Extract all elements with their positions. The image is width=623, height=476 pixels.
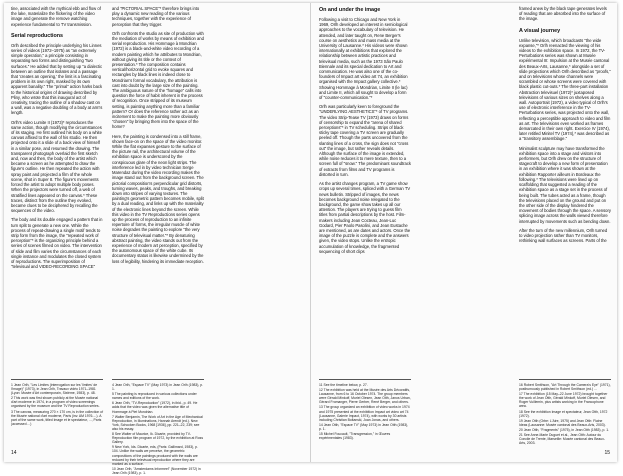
- footnote: 20 Jean Otth, "Fragments" (1975), in Jean Otth (1983), p. 1.: [519, 427, 610, 432]
- left-footnotes-1: [11, 383, 103, 427]
- right-column-2: [519, 6, 611, 247]
- footnote-rule: [11, 379, 103, 380]
- footnote: 3 The canvas, measuring 270 × 170 cm, is in the collection of the Musée national d'art moderne, Paris (inv. AM 1976-...). A part of the same work, titled Image et le spectateur, ..., Paris (accessed ...): [11, 409, 104, 426]
- paragraph: Orlh confronts the studio as site of production with the mediation of works by means of exhibition and serial reproduction. His Hommage à Mondrian (1972) is a black-and-white video recording of a modern painting which he attributes to Mondrian, without giving its title or the context of presentation.* The composition contains vertical/horizontal grid to evoke squares and rectangles by black lines is indeed close to Mondrian's formal vocabulary, the attribution is cast into doubt by the large size of the painting. The ambiguous nature of the "homage" calls into question the force of habit inherent in the process of recognition. Once stripped of its museum setting, is painting anything more than a familiar pattern? Or does the reference rather act as an incitement to make the painting more obviously "chosen" by bringing them into the space of the home?: [112, 30, 204, 130]
- footnote: 10 Jean Orlh, "Amsterdams Informeel" (November 1972) in Jean Orlh (1983), p. 1.: [112, 466, 201, 475]
- footnote: 7 Walter Benjamin, The Work of Art in the Age of Mechanical Reproduction, in Illuminations, Hannah Arendt (ed.). New York, Schocken Books, 1968 [1936], pp. 221–22, 239; see also his essay.: [112, 414, 203, 431]
- paragraph: Minimalist sculpture may have transformed the exhibition space into a stage and visitors into performers, but Orlh drew on the structure of stagecraft to develop a new form of presentation in an exhibition where it was shown at the exhibition Rapporter ailleurs in Bordeaux the following.* The televisions were lined up on scaffolding that suggested a reading of the exhibition space as a stage set in the process of being built. The tubes acted as a frame, though the televisions placed on the ground and put on the other side of the display hindered the movement of bodies through the space. A sensory splicing image across the walls viewed therefore interrupted by movements such as bending down.: [519, 145, 611, 224]
- section-heading: On and under the image: [319, 7, 381, 13]
- footnote: 19 Jean Otth (Orbe: L'Aire, 1975) and Jean Otth: Flaine Ideas (Lausanne: Musée cantonal des Beaux-Arts, 2003).: [519, 418, 606, 427]
- footnote: 11 See the timeline below, p. 27.: [319, 383, 368, 387]
- footnote: 2 This work was first shown publicly at the Musée national d'art moderne in 1974, in a program of video screenings organised by the museum and the TV Reproduction series.: [11, 396, 100, 409]
- footnote: 9 New York, Ids. Dicarte, eds, (Paris: Gallimard, 1983), p. 104. Unlike the walls we perceive, the geometric compositions of the paintings produced with the walls are reduced by their televisual reproduction where they are marked as a surface.: [112, 445, 198, 466]
- footnote: 16 Robert Smithson, "Art Through the Camera's Eye" (1971), posthumously published in Robert Smithson (ed.) ...: [519, 383, 611, 392]
- left-column-2: [112, 6, 204, 268]
- right-column-1: [319, 6, 411, 258]
- page-number: 14: [11, 450, 17, 456]
- paragraph: and "PICTORIAL SPACE"* therefore brings into play a dynamic new reading of the various techniques, together with the experience of perception that they trigger.: [112, 6, 200, 27]
- section-heading: A visual journey: [519, 27, 561, 34]
- footnote: 13 The group organized an exhibition of video works in 1974 and 1975 presented at the exhibition Impact art video art 74 (Lausanne, Galerie Impact, 1974), with works by 30 artists including Christian Boltanski, Joan Jonas, and others.: [319, 405, 410, 422]
- paragraph: After the turn of the new millennium, Orlh turned to video projection rather than TV monitors, rethinking wall surfaces as screens. Parts of the: [519, 227, 608, 244]
- footnote-rule: [319, 379, 411, 380]
- paragraph: The body and its double engaged a pattern that in turn split to generate a new one. While the process of repeat-drawing a single motif tends to strip form from the image, the "repeated work of perception"* is the organizing principle behind a series of scenes filmed on video. The intervention of slide and film varies the circumstances of each single instance and modulates the closed system of reproductions. The superimposition of "televisual and VIDEO-RECORDING SPACE": [11, 217, 103, 270]
- footnote: 14 Jean Otth, "Espace TV" (May 1973) in Jean Otth (1983), p. 1.: [319, 422, 409, 431]
- footnote-rule: [519, 379, 611, 380]
- left-page: [4, 3, 311, 475]
- right-page: [311, 3, 617, 462]
- paragraph: tine, associated with the mythical ebb and flow of the lake, materialize the flickering of the video image and generate the remove watching experience fundamental to TV transmission.: [11, 6, 101, 27]
- page-number: 15: [604, 450, 610, 456]
- footnote: 5 The painting is reproduced in various collections under names and editions of the work.: [112, 392, 197, 401]
- book-spread: [4, 3, 617, 475]
- paragraph: Orlh's video Lumite II (1973)* reproduces the same action, though modifying the circumstances of its staging. He first outlined his body on a white canvas affixed to the wall of his studio. He then projected onto it a slide of a back view of himself in a similar pose, and resumed the drawing. The transparent photograph overlaid the first sketch and, now and then, the body of the artist which became a screen as he attempted to draw the figure's outline. He then repeated the action with spray paint and projected a film of the whole scene, shot in Super 8. The figure's movements forced the artist to adopt multiple body poses. When the projectors were turned off, a web of stratified lines appeared on the canvas.* These traces, distinct from the outline they evoked, became clues to be deciphered by recalling the sequences of the video.: [11, 119, 102, 214]
- left-column-1: [11, 6, 103, 273]
- right-footnotes-2: [519, 383, 611, 446]
- paragraph: Unlike television, which broadcasts "the wide expanse,"* Orlh reenacted the viewing of his videos to the exhibition space. In 1972, the TV-Perturbations series was shown at Musée expérimental III: Impulsion at the Musée cantonal des Beaux-Arts, Lausanne,* alongside a set of slide projections which Orlh described as "proofs," and on televisions whose channels were scrambled or whose screens were covered with black plastic cut-outs.* The three-part installation Abstraction televisuel (1972)* juxtaposed televisions of various sizes on shelves along a wall. Autoportrait (1972), a video typical of Orlh's use of electronic interference in the TV-Perturbations series, was projected onto the wall, reflecting a perceptible approach to video and film as art. The televisions even worked as frames demarcated in their own right. Exercice IV (1974), later retitled Minitel TV (1974),* was described as a "transitory assemblage.": [519, 37, 611, 142]
- paragraph: Orlh was particularly keen to foreground the "UNDERLYING AESTHETICS"* of TV programs. The video Strip-Tease TV (1973) draws on forms of censorship to expand the "arena of shared perceptions"* in TV scheduling. Strips of black sticky tape covering a TV screen are gradually peeled off. Though the parts uncovered from the slanting lines of a cross, the sign does not "cross out" the image, but rather reveals details. Although the surface of the image is extended, while noise reduces it to mere texture, then to a screen full of "snow." The predominant soundtrack of extracts from films and TV programs is distorted in turn.: [319, 104, 411, 177]
- section-heading: Serial reproductions: [11, 32, 64, 39]
- left-footnotes-2: [112, 383, 204, 476]
- paragraph: Here, the painting is condensed into a still frame, shown face-on on the space of the video monitor. While the flat expanses gesture to the surface of the picture rail, the architectural volume of the exhibition space is underscored by the conspicuous glare of the neon light strips. The interference led in by video technician Serge Marendaz during the video recording makes the image stand out from the background screen. The pictorial composition's perpendicular grid distorts, turning waves, peaks, and troughs, and breaking down into stripes of varying textures. The painting's geometric pattern becomes mobile, split by a dual reading, and links up with the materiality of the electronic lines beyond the screen. While this video in the TV Reproductions series opens up the process of reproduction to an infinite repertoire of forms, the irregular muscle of white noise degrades the painting to explore "the very structure of televisual matter."* By denaturing abstract painting, the video stands out from the experience of modern art perception, specified by the autonomous space of the white cube. Its documentary status is likewise undermined by the loss of legibility, hindering its immediate reception.: [112, 133, 204, 264]
- footnote: 15 Michel Foucault, "Transgression," in Œuvres expérimentales (1983).: [319, 432, 391, 441]
- footnote: 17 The exhibition (15 May–22 June 1972) brought together the work of Jean Otth, Gérald Minkoff, Muriel Olesen, and Roger Vuillemin, plus artists working in the Francophone area.: [519, 392, 608, 409]
- footnote-rule: [112, 379, 204, 380]
- paragraph: Orlh described the principle underlying his Linnes series of videos (1972–1975) as "an extremely simple operation," a principle consisting in separating two forms and distinguishing "two surfaces." He added that by setting up "a dialectic between an outline that isolates and a passage that 'creates an opening,' the limit is a fascinating problem in its own right, masked by its own apparent banality." The "primal" action harks back to the historical origins of drawing described by Pliny, who wrote that this inaugural act of creativity, tracing the outline of a shadow cast on a wall, was a negative doubling of a body at arm's length.: [11, 42, 103, 116]
- footnote: 1 Jean Orlh, "Les Limites (interrogation sur les 'limites' de l'image)" (1973), in Jean Orlh, Travaux vidéo 1971–1981 (Lyon: Musée d'Art contemporain, Sixième, 1983), p. 48.: [11, 383, 98, 396]
- paragraph: framed anew by the black tape generates levels of reading that are absorbed into the surface of the image.: [519, 6, 607, 22]
- footnote: 4 Jean Orlh, "Espace TV" (May 1973) in Jean Orlh (1983), p. 1.: [112, 383, 204, 392]
- footnote: 6 Jean Orlh, "TV-Reproduction" (1972), in ibid., p. 49. He adds that the video was given the alternative title of Hommage à Piet Mondrian.: [112, 401, 198, 414]
- footnote: 8 See Walter of Maurice, Ik. Dicarte, provided by TV-Reproduction film program of 1972, by the exhibition at Ross Gallery.: [112, 432, 204, 445]
- footnote: 12 The exhibition was held at the Musée des Arts Décoratifs, Lausanne, from 6 to 16 October 1974. The group members were Gérald Minkoff, Muriel Olesen, Jean Otth, Janos Urban, Gérard Fromanger, Pierre Gerber, René Berger, and others.: [319, 388, 411, 405]
- paragraph: Following a visit to Chicago and New York in 1969, Orlh developed an interest in semiological approaches to the vocabulary of television. He attended, and later taught on, Rene Berger's course on aesthetics and mass media at the University of Lausanne.* His videos were shown internationally at exhibitions that explored the relationship between artistic practices and televisual media, such as the 1973 São Paulo Biennale and its special dedication to Art and communication. He was also one of the co-founders of Impact art video art 74, an exhibition organised with the Impact gallery collective.* Showing Hommage à Mondrian, Limite II (le lac) and Limite II, which all sought to develop a form of "counter-communication."*: [319, 17, 408, 101]
- footnote: 21 See Anne-Marie Duguet et al., Jean Otth: Autour du Concile de Trente, Marseille: Musée cantonal des Beaux-Arts, 2003.: [519, 433, 605, 446]
- footnote: 18 See the exhibition Image et spectateur, Jean Otth, 1972 (1972).: [519, 409, 608, 418]
- right-footnotes-1: [319, 383, 411, 441]
- paragraph: As the artist changes program, a TV game show crops up several times, spliced with a German TV news bulletin. Stripped of images, the news becomes background noise relegated to the background, the game show takes up all our attention. The players are trying to guess film titles from partial descriptions by the host. Film-makers including Jean Cocteau, Jean-Luc Godard, Pier Paolo Pasolini, and Jean Eustache are mentioned, as are dates and actors. Once the image of the puzzle is complete and the answers given, the video stops. Unlike the entropic accumulation of knowledge, the fragmented sequencing of short clips: [319, 181, 411, 254]
